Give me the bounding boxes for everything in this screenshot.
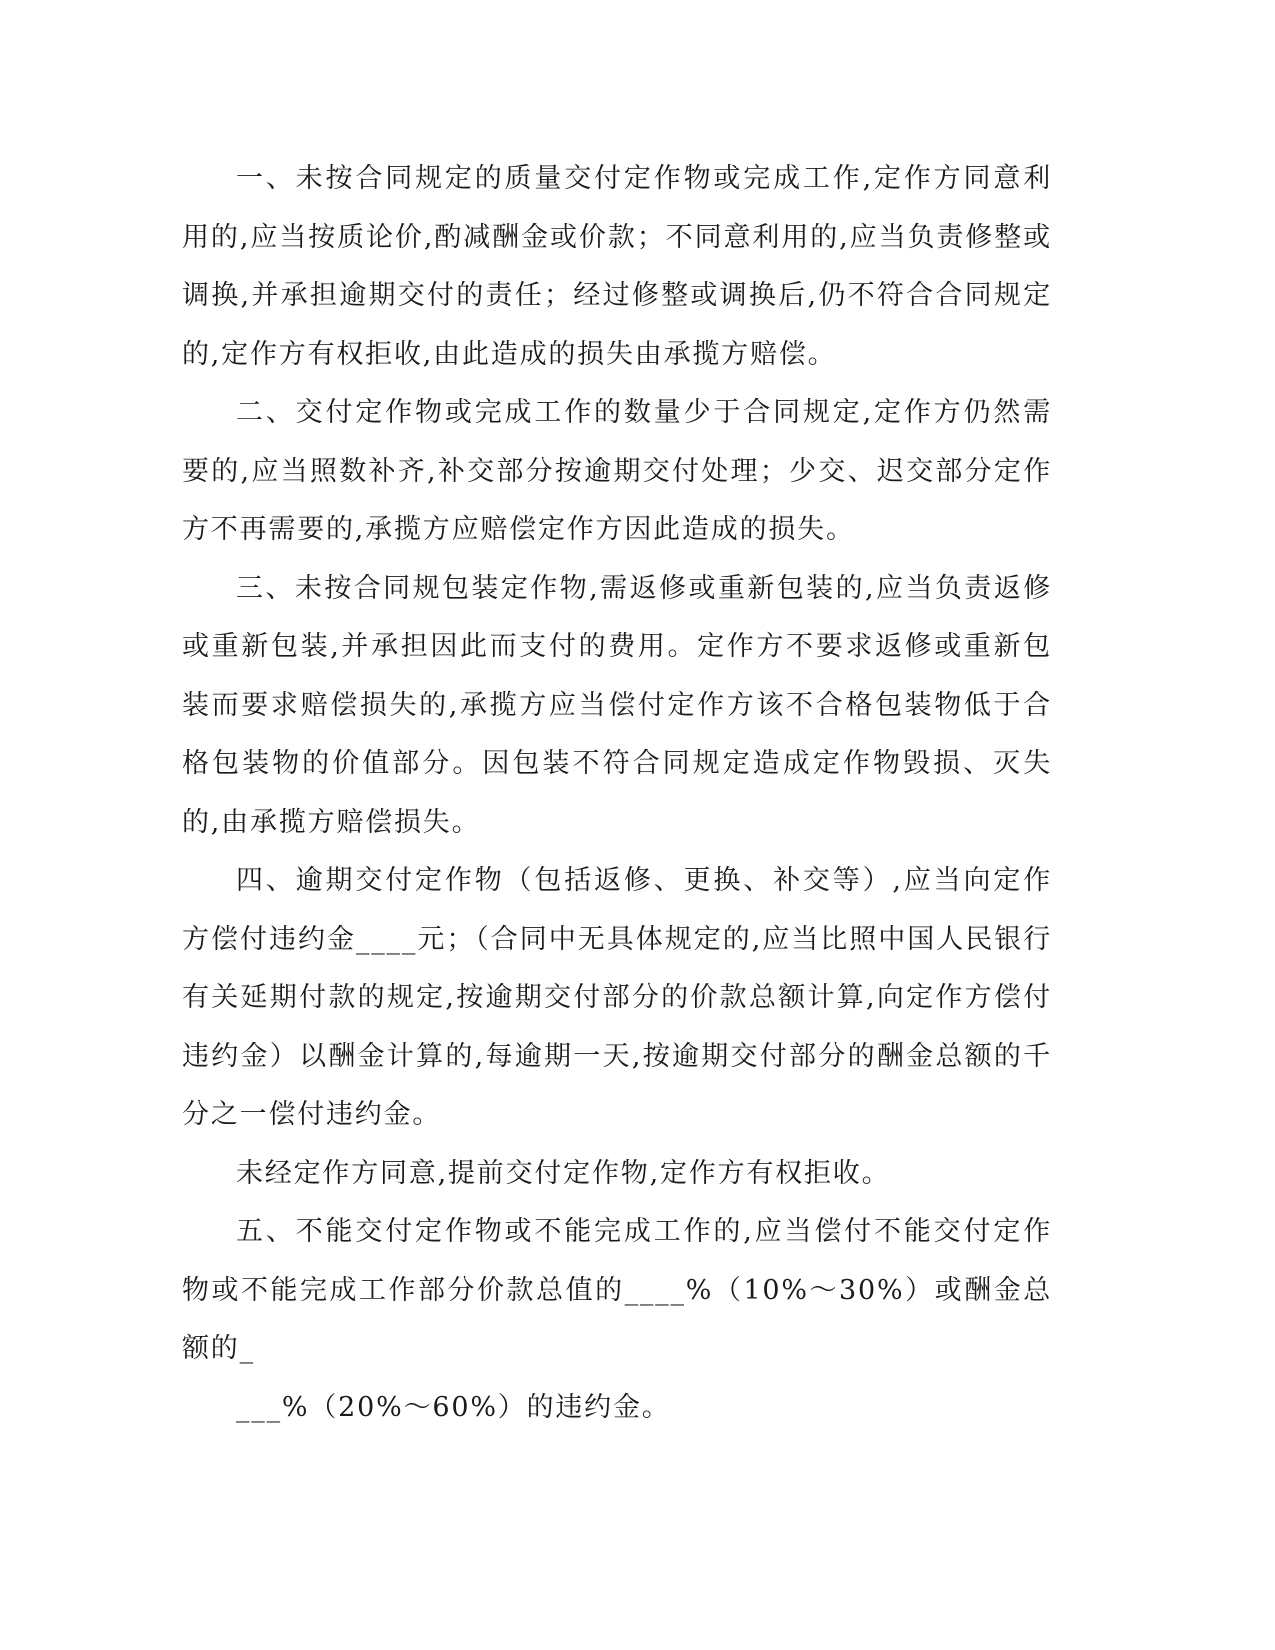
clause-paragraph: 三、未按合同规包装定作物,需返修或重新包装的,应当负责返修或重新包装,并承担因此而支付的费用。定作方不要求返修或重新包装而要求赔偿损失的,承揽方应当偿付定作方该不合格包装物低于合格包装物的价值部分。因包装不符合同规定造成定作物毁损、灭失的,由承揽方赔偿损失。 <box>182 572 1052 838</box>
clause-paragraph: ___%（20%～60%）的违约金。 <box>236 1391 671 1423</box>
clause-paragraph: 五、不能交付定作物或不能完成工作的,应当偿付不能交付定作物或不能完成工作部分价款总值的____%（10%～30%）或酬金总额的_ <box>182 1216 1052 1364</box>
clause-paragraph: 二、交付定作物或完成工作的数量少于合同规定,定作方仍然需要的,应当照数补齐,补交部分按逾期交付处理；少交、迟交部分定作方不再需要的,承揽方应赔偿定作方因此造成的损失。 <box>182 397 1052 545</box>
contract-text <box>182 150 1052 1437</box>
clause-paragraph: 四、逾期交付定作物（包括返修、更换、补交等）,应当向定作方偿付违约金____元；（合同中无具体规定的,应当比照中国人民银行有关延期付款的规定,按逾期交付部分的价款总额计算,向定作方偿付违约金）以酬金计算的,每逾期一天,按逾期交付部分的酬金总额的千分之一偿付违约金。 <box>182 865 1052 1130</box>
clause-paragraph: 未经定作方同意,提前交付定作物,定作方有权拒收。 <box>236 1157 891 1189</box>
clause-paragraph: 一、未按合同规定的质量交付定作物或完成工作,定作方同意利用的,应当按质论价,酌减酬金或价款；不同意利用的,应当负责修整或调换,并承担逾期交付的责任；经过修整或调换后,仍不符合合同规定的,定作方有权拒收,由此造成的损失由承揽方赔偿。 <box>182 163 1052 370</box>
